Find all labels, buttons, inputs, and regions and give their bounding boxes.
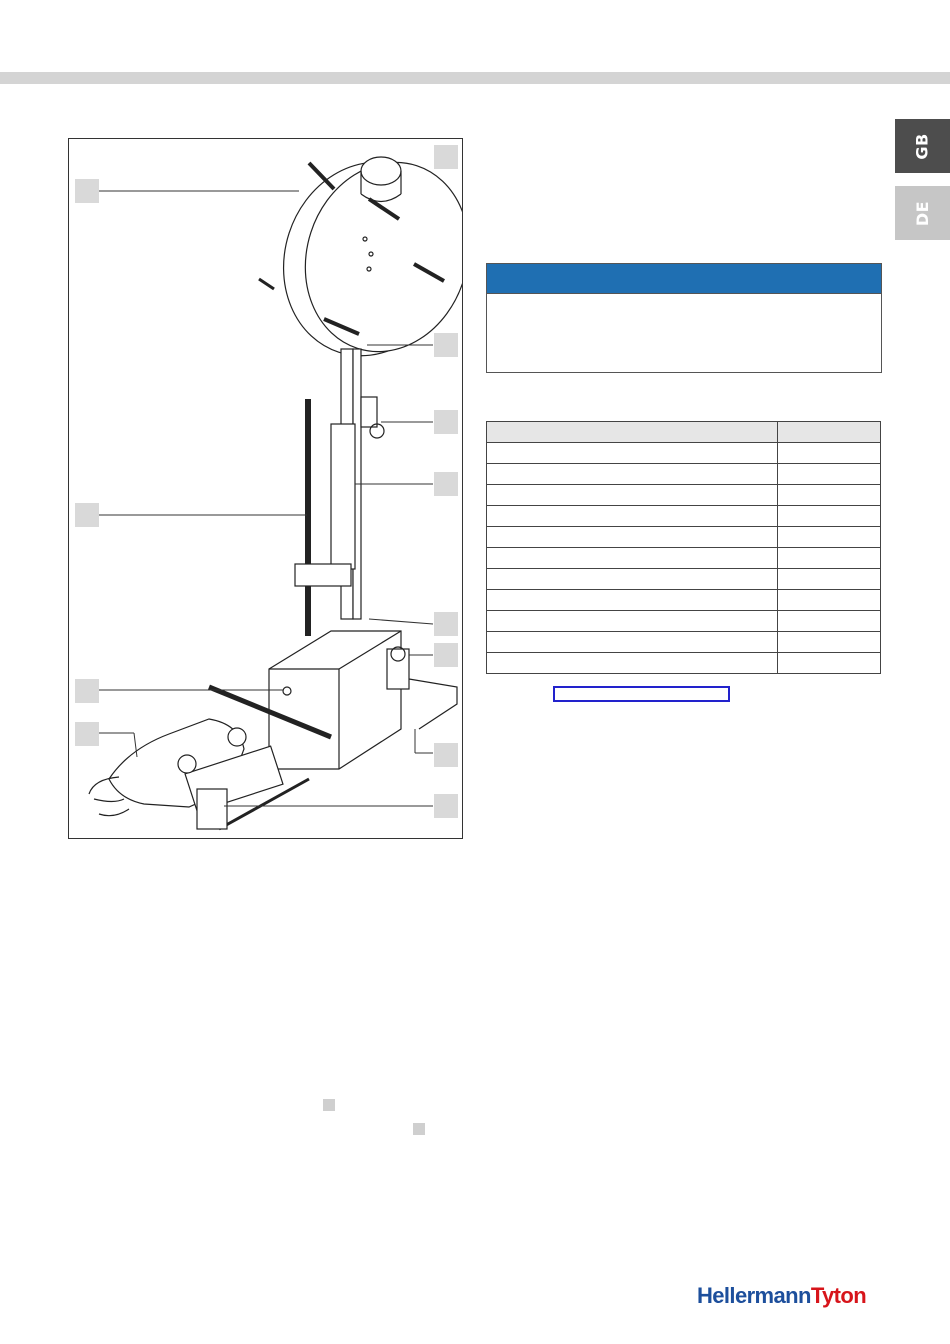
tab-language-de[interactable]: DE: [895, 186, 950, 240]
brand-logo: HellermannTyton: [697, 1283, 867, 1308]
table-row: [487, 506, 881, 527]
table-row: [487, 443, 881, 464]
callout-marker-3: [434, 333, 458, 357]
table-row: [487, 653, 881, 674]
callout-marker-4: [434, 410, 458, 434]
callout-marker-7: [434, 612, 458, 636]
notice-box: [486, 263, 882, 373]
table-row: [487, 527, 881, 548]
callout-marker-1: [434, 145, 458, 169]
callout-marker-11: [434, 743, 458, 767]
table-row: [487, 569, 881, 590]
table-row: [487, 590, 881, 611]
callout-marker-8: [434, 643, 458, 667]
callout-marker-2: [75, 179, 99, 203]
callout-marker-9: [75, 679, 99, 703]
tab-language-gb[interactable]: GB: [895, 119, 950, 173]
table-row: [487, 632, 881, 653]
callout-marker-12: [434, 794, 458, 818]
table-row: [487, 548, 881, 569]
inline-callout-marker: [413, 1123, 425, 1135]
callout-marker-10: [75, 722, 99, 746]
table-row: [487, 464, 881, 485]
header-rule: [0, 72, 950, 84]
machine-figure: [68, 138, 463, 839]
table-row: [487, 611, 881, 632]
machine-illustration: [69, 139, 462, 838]
hyperlink-box[interactable]: [553, 686, 730, 702]
parts-table: [486, 421, 881, 674]
callout-marker-6: [75, 503, 99, 527]
notice-header-bar: [487, 264, 881, 294]
inline-callout-marker: [323, 1099, 335, 1111]
table-header-row: [487, 422, 881, 443]
table-row: [487, 485, 881, 506]
callout-marker-5: [434, 472, 458, 496]
